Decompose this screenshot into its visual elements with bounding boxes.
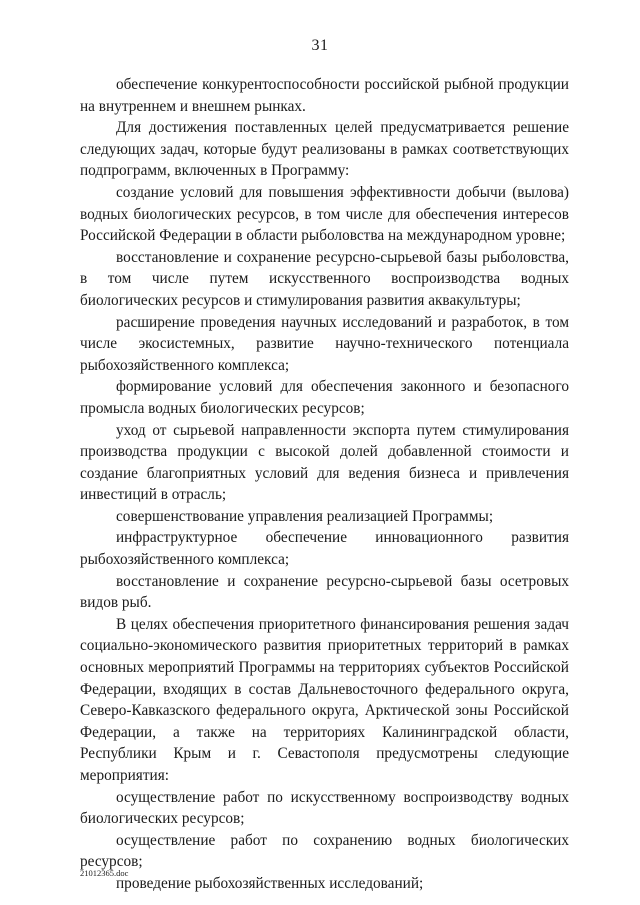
paragraph: В целях обеспечения приоритетного финансирования решения задач социально-экономического развития приоритетных территорий в рамках основных мероприятий Программы на территориях субъектов Российской Федерации, входящих в состав Дальневосточного федерального округа, Северо-Кавказского федерального округа, Арктической зоны Российской Федерации, а также на территориях Калининградской области, Республики Крым и г. Севастополя предусмотрены следующие мероприятия:: [80, 615, 569, 784]
paragraph: совершенствование управления реализацией Программы;: [116, 507, 494, 525]
paragraph: осуществление работ по искусственному воспроизводству водных биологических ресурсов;: [80, 788, 569, 828]
paragraph: инфраструктурное обеспечение инновационного развития рыбохозяйственного комплекса;: [80, 529, 569, 569]
document-body: [80, 74, 569, 895]
paragraph: восстановление и сохранение ресурсно-сырьевой базы осетровых видов рыб.: [80, 572, 569, 612]
paragraph: Для достижения поставленных целей предусматривается решение следующих задач, которые будут реализованы в рамках соответствующих подпрограмм, включенных в Программу:: [80, 119, 569, 180]
paragraph: проведение рыбохозяйственных исследований;: [116, 874, 424, 892]
paragraph: осуществление работ по сохранению водных биологических ресурсов;: [80, 831, 569, 871]
paragraph: расширение проведения научных исследований и разработок, в том числе экосистемных, развитие научно-технического потенциала рыбохозяйственного комплекса;: [80, 313, 569, 374]
paragraph: уход от сырьевой направленности экспорта путем стимулирования производства продукции с высокой долей добавленной стоимости и создание благоприятных условий для ведения бизнеса и привлечения инвестиций в отрасль;: [80, 421, 569, 504]
paragraph: обеспечение конкурентоспособности российской рыбной продукции на внутреннем и внешнем рынках.: [80, 76, 569, 115]
paragraph: создание условий для повышения эффективности добычи (вылова) водных биологических ресурсов, в том числе для обеспечения интересов Российской Федерации в области рыболовства на международном уровне;: [80, 183, 569, 245]
paragraph: восстановление и сохранение ресурсно-сырьевой базы рыболовства, в том числе путем искусственного воспроизводства водных биологических ресурсов и стимулирования развития аквакультуры;: [80, 248, 569, 309]
document-file-code: 21012365.doc: [80, 868, 129, 878]
paragraph: формирование условий для обеспечения законного и безопасного промысла водных биологических ресурсов;: [80, 378, 569, 417]
page-number: 31: [311, 37, 329, 54]
